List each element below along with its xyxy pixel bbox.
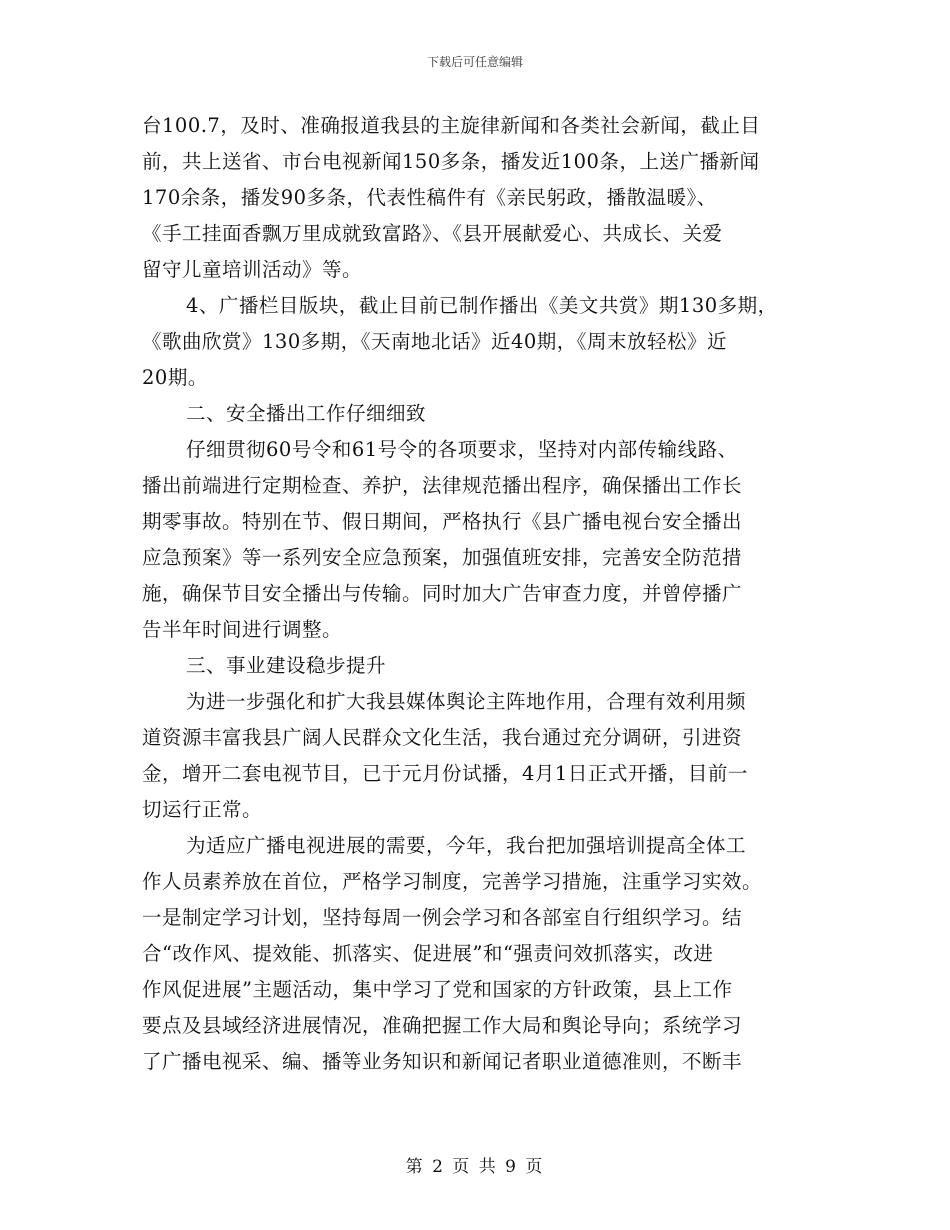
body-line: 了广播电视采、编、播等业务知识和新闻记者职业道德准则，不断丰 [142,1050,743,1073]
body-line: 《手工挂面香飘万里成就致富路》、《县开展献爱心、共成长、关爱 [142,222,723,245]
body-line: 仔细贯彻60号令和61号令的各项要求，坚持对内部传输线路、 [186,438,738,461]
page-number-footer: 第 2 页 共 9 页 [405,1157,545,1177]
body-line: 前，共上送省、市台电视新闻150多条，播发近100条，上送广播新闻 [142,150,760,173]
body-line: 一是制定学习计划，坚持每周一例会学习和各部室自行组织学习。结 [142,906,743,929]
body-line: 金，增开二套电视节目，已于元月份试播，4月1日正式开播，目前一 [142,762,748,785]
page-header: 下载后可任意编辑 [426,55,523,69]
body-line: 施，确保节目安全播出与传输。同时加大广告审查力度，并曾停播广 [142,582,743,605]
body-line: 告半年时间进行调整。 [142,618,343,641]
body-line: 《歌曲欣赏》130多期，《天南地北话》近40期，《周末放轻松》近 [142,330,728,353]
section-heading: 二、安全播出工作仔细细致 [186,402,427,425]
body-line: 作人员素养放在首位，严格学习制度，完善学习措施，注重学习实效。 [142,870,763,893]
body-line: 合“改作风、提效能、抓落实、促进展”和“强责问效抓落实，改进 [142,942,714,965]
document-body [142,108,822,1080]
body-line: 170余条，播发90多条，代表性稿件有《亲民躬政，播散温暖》、 [142,186,717,209]
section-heading: 三、事业建设稳步提升 [186,654,387,677]
body-line: 作风促进展”主题活动，集中学习了党和国家的方针政策，县上工作 [142,978,733,1001]
body-line: 台100.7，及时、准确报道我县的主旋律新闻和各类社会新闻，截止目 [142,114,761,137]
body-line: 期零事故。特别在节、假日期间，严格执行《县广播电视台安全播出 [142,510,743,533]
body-line: 要点及县域经济进展情况，准确把握工作大局和舆论导向；系统学习 [142,1014,743,1037]
body-line: 为适应广播电视进展的需要，今年，我台把加强培训提高全体工 [186,834,747,857]
body-line: 应急预案》等一系列安全应急预案，加强值班安排，完善安全防范措 [142,546,743,569]
body-line: 4、广播栏目版块，截止目前已制作播出《美文共赏》期130多期， [186,294,778,317]
body-line: 20期。 [142,366,208,389]
body-line: 切运行正常。 [142,798,263,821]
body-line: 为进一步强化和扩大我县媒体舆论主阵地作用，合理有效利用频 [186,690,747,713]
body-line: 留守儿童培训活动》等。 [142,258,363,281]
body-line: 道资源丰富我县广阔人民群众文化生活，我台通过充分调研，引进资 [142,726,743,749]
body-line: 播出前端进行定期检查、养护，法律规范播出程序，确保播出工作长 [142,474,743,497]
